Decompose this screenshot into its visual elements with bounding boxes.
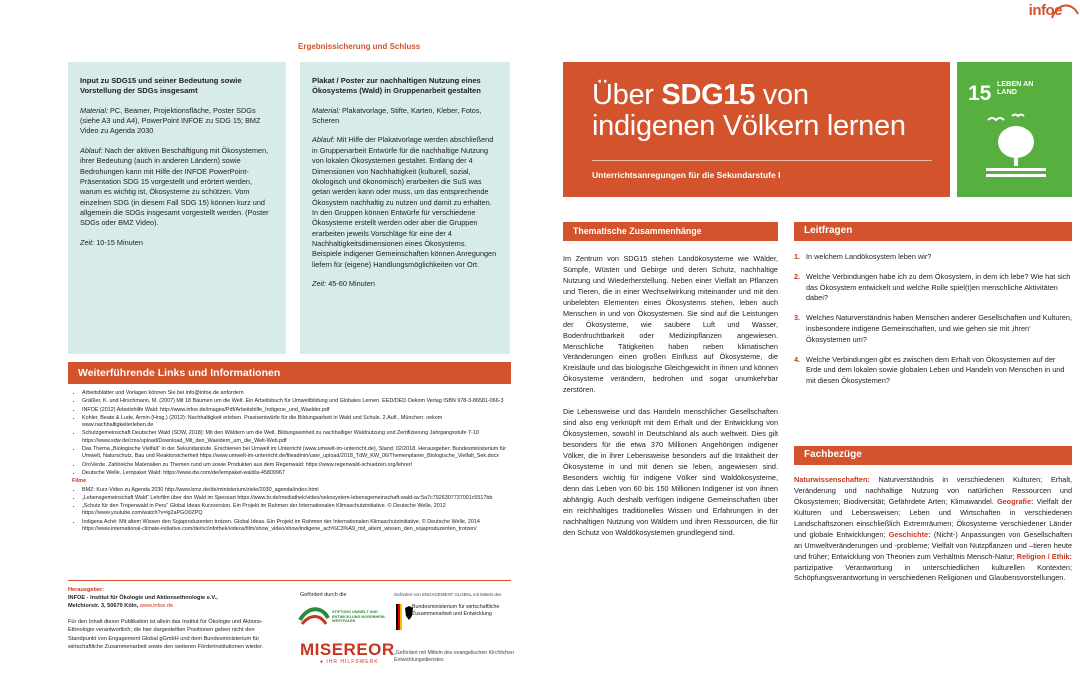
leitfragen-list [794, 252, 1072, 396]
list-item[interactable]: • „Lebensgemeinschaft Wald“ Lehrfilm über den Wald im Spessart https://www.br.de/mediathek/video/oekosystem-lebensgemeinschaft-wald-av:5a7c7926307737001c5517bb [82, 495, 511, 502]
list-item[interactable]: • Das Thema „Biologische Vielfalt“ in der Sekundarstufe. Erschienen bei Umwelt im Unterricht (www.umwelt-im-unterricht.de), Stand: 02/2018. Herausgeber: Bundesministerium für Umwelt, Naturschutz, Bau und Reaktorsicherheit https://www.umwelt-im-unterricht.de/fileadmin/user_upload/2018_TdW_KW_06/Themenplaner_Biologische_Vielfalt_Sek.docx [82, 446, 511, 461]
activity-box-input [68, 62, 286, 354]
list-item[interactable]: • Deutsche Welle, Lernpaket Wald: https://www.dw.com/de/lernpaket-wald/a-45809967 [82, 470, 511, 477]
list-item[interactable]: • Indigena Aché: Mit altem Wissen den Sojaproduzenten trotzen. Global Ideas. Ein Projekt im Rahmen der Internationalen Klimaschutzinitiative. © Deutsche Welle, 2014 https://www.international-climate-initiative.com/de/nc/infothek/videos/film/show_video/show/indigene_ach%C3%A9_mit_altem_wissen_den_sojaproduzenten_trotzen/ [82, 519, 511, 534]
activity-title: Input zu SDG15 und seiner Bedeutung sowie Vorstellung der SDGs insgesamt [80, 76, 242, 95]
ev-note: „Gefördert mit Mitteln des evangelischen Kirchlichen Entwicklungsdienstes [394, 650, 514, 664]
fachbezuege-text: Naturwissenschaften: Naturverständnis in verschiedenen Kulturen; Erhalt, Veränderung und nachhaltige Nutzung von natürlichen Ressourcen und Ökosystemen; Biodiversität; Gefährdete Arten; Klimawandel. Geografie: Vielfalt der Kulturen und Lebensweisen; Leben und Wirtschaften in verschiedenen Landschaftszonen einschließlich Extremräumen; Ökosysteme verschiedener Länder und globale Entwicklungen; Geschichte: (Nicht-) Anpassungen von Gesellschaften an Umweltveränderungen und -probleme; Vielfalt von Nutzpflanzen und –tieren heute und früher; Entwicklung von Theorien zum Verhältnis Mensch-Natur; Religion / Ethik: partizipative Verantwortung in unterschiedlichen kulturellen Kontexten; Schöpfungsverantwortung in verschiedenen Religionen und Glaubensvorstellungen. [794, 475, 1072, 583]
sponsor-label: Gefördert von ENGAGEMENT GLOBAL mit Mitteln des [394, 592, 502, 597]
logo-text: infoe [1028, 2, 1062, 19]
links-list [68, 390, 511, 534]
list-item[interactable]: • Gräßler, K. und Hirschmann, M. (2007) Mit 18 Bäumen um die Welt. Ein Arbeitsbuch für Umweltbildung und Globales Lernen. EED/DED Oekom Verlag ISBN 978-3-86581-066-3 [82, 398, 511, 405]
list-item: 1. In welchem Landökosystem leben wir? [794, 252, 932, 261]
list-item[interactable]: • BMZ: Kurz-Video zu Agenda 2030 http://www.bmz.de/de/ministerium/ziele/2030_agenda/index.html [82, 487, 511, 494]
filme-label: Filme [72, 478, 87, 485]
list-item: 3. Welches Naturverständnis haben Menschen anderer Gesellschaften und Kulturen, insbesondere indigene Gemeinschaften, und wie gehen sie mit ‚ihren‘ Ökosystemen um? [794, 313, 1072, 344]
activity-ablauf: Ablauf: Nach der aktiven Beschäftigung mit Ökosystemen, ihrer Bedeutung (auch in anderen Ländern) sowie Bedrohungen kann mit Hilfe der INFOE PowerPoint-Präsentation SDG 15 vorgestellt und erörtert werden, warum es wichtig ist, Ökosysteme zu schützen. Vom einzelnen SDG (in diesem Fall SDG 15) können kurz und allgemein die SDGs insgesamt vorgestellt werden. (Poster SDGs oder BMZ Video). [80, 145, 269, 228]
infoe-logo [1008, 0, 1080, 22]
sdg-label: LEBEN AN LAND [997, 79, 1034, 97]
activity-material: Material: PC, Beamer, Projektionsfläche, Poster SDGs (siehe A3 und A4), PowerPoint INFOE zu SDG 15; BMZ Video zu Agenda 2030 [80, 105, 261, 136]
publisher-info [68, 586, 278, 651]
section-heading: Ergebnissicherung und Schluss [298, 42, 421, 51]
publisher-org: INFOE - Institut für Ökologie und Aktionsethnologie e.V., [68, 595, 218, 602]
thema-text [563, 254, 778, 549]
links-heading: Weiterführende Links und Informationen [68, 362, 511, 384]
publisher-heading: Herausgeber: [68, 587, 105, 593]
activity-zeit: Zeit: 10-15 Minuten [80, 237, 143, 247]
misereor-logo: MISEREOR [300, 640, 395, 659]
activity-ablauf: Ablauf: Mit Hilfe der Plakatvorlage werden abschließend in Gruppenarbeit Entwürfe für die nachhaltige Nutzung von lokalen Ökosystemen gestaltet. Entlang der 4 Dimensionen von Nachhaltigkeit (kulturell, sozial, ökologisch und ökonomisch) erarbeiten die SuS was getan werden kann oder muss, um das entsprechende Ökosystem nachhaltig zu nutzen und damit zu erhalten. In den Gruppen können Entwürfe für verschiedene Ökosysteme erstellt werden oder aber die Gruppen erarbeiten jeweils Vorschläge für eine der 4 Nachhaltigkeitsdimensionen eines Ökosystems. Beispiele indigener Gemeinschaften können Anregungen liefern für (eigene) Handlungsmöglichkeiten vor Ort. [312, 135, 497, 269]
activity-zeit: Zeit: 45-60 Minuten [312, 279, 375, 289]
list-item: 2. Welche Verbindungen habe ich zu dem Ökosystem, in dem ich lebe? Wie hat sich das Ökosystem entwickelt und welche Rolle spiel(t)en menschliche Aktivitäten dabei? [794, 271, 1071, 303]
publisher-address: Melchiorstr. 3, 50670 Köln, www.infoe.de [68, 603, 174, 610]
publisher-web-link[interactable]: www.infoe.de [139, 603, 174, 610]
activity-box-plakat [300, 62, 510, 354]
misereor-subtitle: ● IHR HILFSWERK [320, 659, 379, 665]
list-item[interactable]: • INFOE (2012) Arbeitshilfe Wald: http://www.infoe.de/images/Pdf/Arbeitshilfe_Indigene_und_Waelder.pdf [82, 407, 511, 414]
activity-title: Plakat / Poster zur nachhaltigen Nutzung eines Ökosystems (Wald) in Gruppenarbeit gestalten [312, 76, 481, 95]
list-item[interactable]: • Schutzgemeinschaft Deutscher Wald (SDW, 2018): Mit den Wäldern um die Welt. Bildungseinheit zu nachhaltiger Waldnutzung und Zertifizierung Jahrgangsstufe 7-10 https://www.sdw.de/cms/upload/Download_Mit_den_Waeldern_um_die_Welt-Web.pdf [82, 430, 511, 445]
sdg-number: 15 [968, 82, 992, 105]
divider [68, 580, 511, 581]
list-item: 4. Welche Verbindungen gibt es zwischen dem Erhalt von Ökosystemen auf der Erde und dem lokalen sowie globalen Leben und Handeln von Menschen in und mit diesen Ökosystemen? [794, 354, 1065, 386]
paragraph: Im Zentrum von SDG15 stehen Landökosysteme wie Wälder, Sümpfe, Wüsten und Gebirge und deren Schutz, nachhaltige Nutzung und Wiederherstellung. Neben einer Vielfalt an Pflanzen und Tieren, die in einer Wechselwirkung miteinander und mit den unbelebten Elementen eines Ökosystems stehen, leben auch Menschen in und von Ökosystemen. Sie sind auf die Leistungen der Ökosysteme, wie saubere Luft und Wasser, Bodenfruchtbarkeit oder Medizinpflanzen angewiesen. Menschliche Tätigkeiten haben neben klimatischen Veränderungen einen großen Einfluss auf Ökosysteme, die Kreisläufe und das biologische Gleichgewicht in ihnen und können Ökosysteme verändern, bedrohen und sogar unumkehrbar zerstören. [563, 254, 778, 395]
sponsor-label: Gefördert durch die [300, 592, 347, 598]
hero-divider [592, 160, 932, 161]
publisher-disclaimer: Für den Inhalt dieser Publikation ist allein das Institut für Ökologie und Aktions-Ethnologie verantwortlich; die hier dargestellten Positionen geben nicht den Standpunkt von Engagement Global gGmbH und dem Bundesministerium für wirtschaftliche Zusammenarbeit sowie den weiteren Förderinstitutionen wieder. [68, 619, 264, 650]
activity-material: Material: Plakatvorlage, Stifte, Karten, Kleber, Fotos, Scheren [312, 105, 482, 126]
tree-birds-icon [978, 110, 1054, 180]
list-item[interactable]: • „Schutz für den Tropenwald in Peru“ Global Ideas Kurzversion. Ein Projekt im Rahmen der Internationalen Klimaschutzinitiative. © Deutsche Welle, 2012 https://www.youtube.com/watch?v=lg2aPGO0ZPQ [82, 503, 511, 518]
leitfragen-heading: Leitfragen [794, 222, 1072, 241]
list-item[interactable]: • Arbeitsblätter und Vorlagen können Sie bei info@infoe.de anfordern [82, 390, 511, 397]
paragraph: Die Lebensweise und das Handeln menschlicher Gesellschaften sind also eng verknüpft mit dem Erhalt und der Entwicklung von Ökosystemen, sowohl in Deutschland als auch weltweit. Dies gilt besonders für die etwa 370 Millionen Angehörigen indigener Völker, die in ihrer Lebensweise besonders auf die Intaktheit der Ökosysteme in und mit denen sie leben, angewiesen sind. Besonders wichtig für indigene Völker sind Waldökosysteme, denn das Leben von 60 bis 150 Millionen Indigener ist von ihnen abhängig. Auch deshalb verfügen indigene Gemeinschaften über ein reichhaltiges traditionelles Wissen und Erfahrungen in der nachhaltigen Nutzung von Wäldern und ihren Ressourcen, die für den Schutz von Waldökosystemen grundlegend sind. [563, 407, 778, 537]
page-subtitle: Unterrichtsanregungen für die Sekundarstufe I [592, 170, 781, 180]
list-item[interactable]: • Kohler, Beate & Lude, Armin (Hrsg.) (2012): Nachhaltigkeit erleben. Praxisentwürfe für die Bildungsarbeit in Wald und Schule. 2.Aufl., München: oekom www.nachhaltigkeiterleben.de [82, 415, 511, 430]
bmz-name: Bundesministerium für wirtschaftliche Zusammenarbeit und Entwicklung [412, 604, 500, 617]
stiftung-name: STIFTUNG UMWELT UND ENTWICKLUNG NORDRHEIN-WESTFALEN [332, 610, 386, 624]
thema-heading: Thematische Zusammenhänge [563, 222, 778, 241]
list-item[interactable]: • OroVerde. Zahlreiche Materialien zu Themen rund um sowie Produkten aus dem Regenwald: https://www.regenwald-schuetzen.org/lehrer/ [82, 462, 511, 469]
page-title: Über SDG15 von indigenen Völkern lernen [592, 79, 906, 143]
fachbezuege-heading: Fachbezüge [794, 446, 1072, 465]
